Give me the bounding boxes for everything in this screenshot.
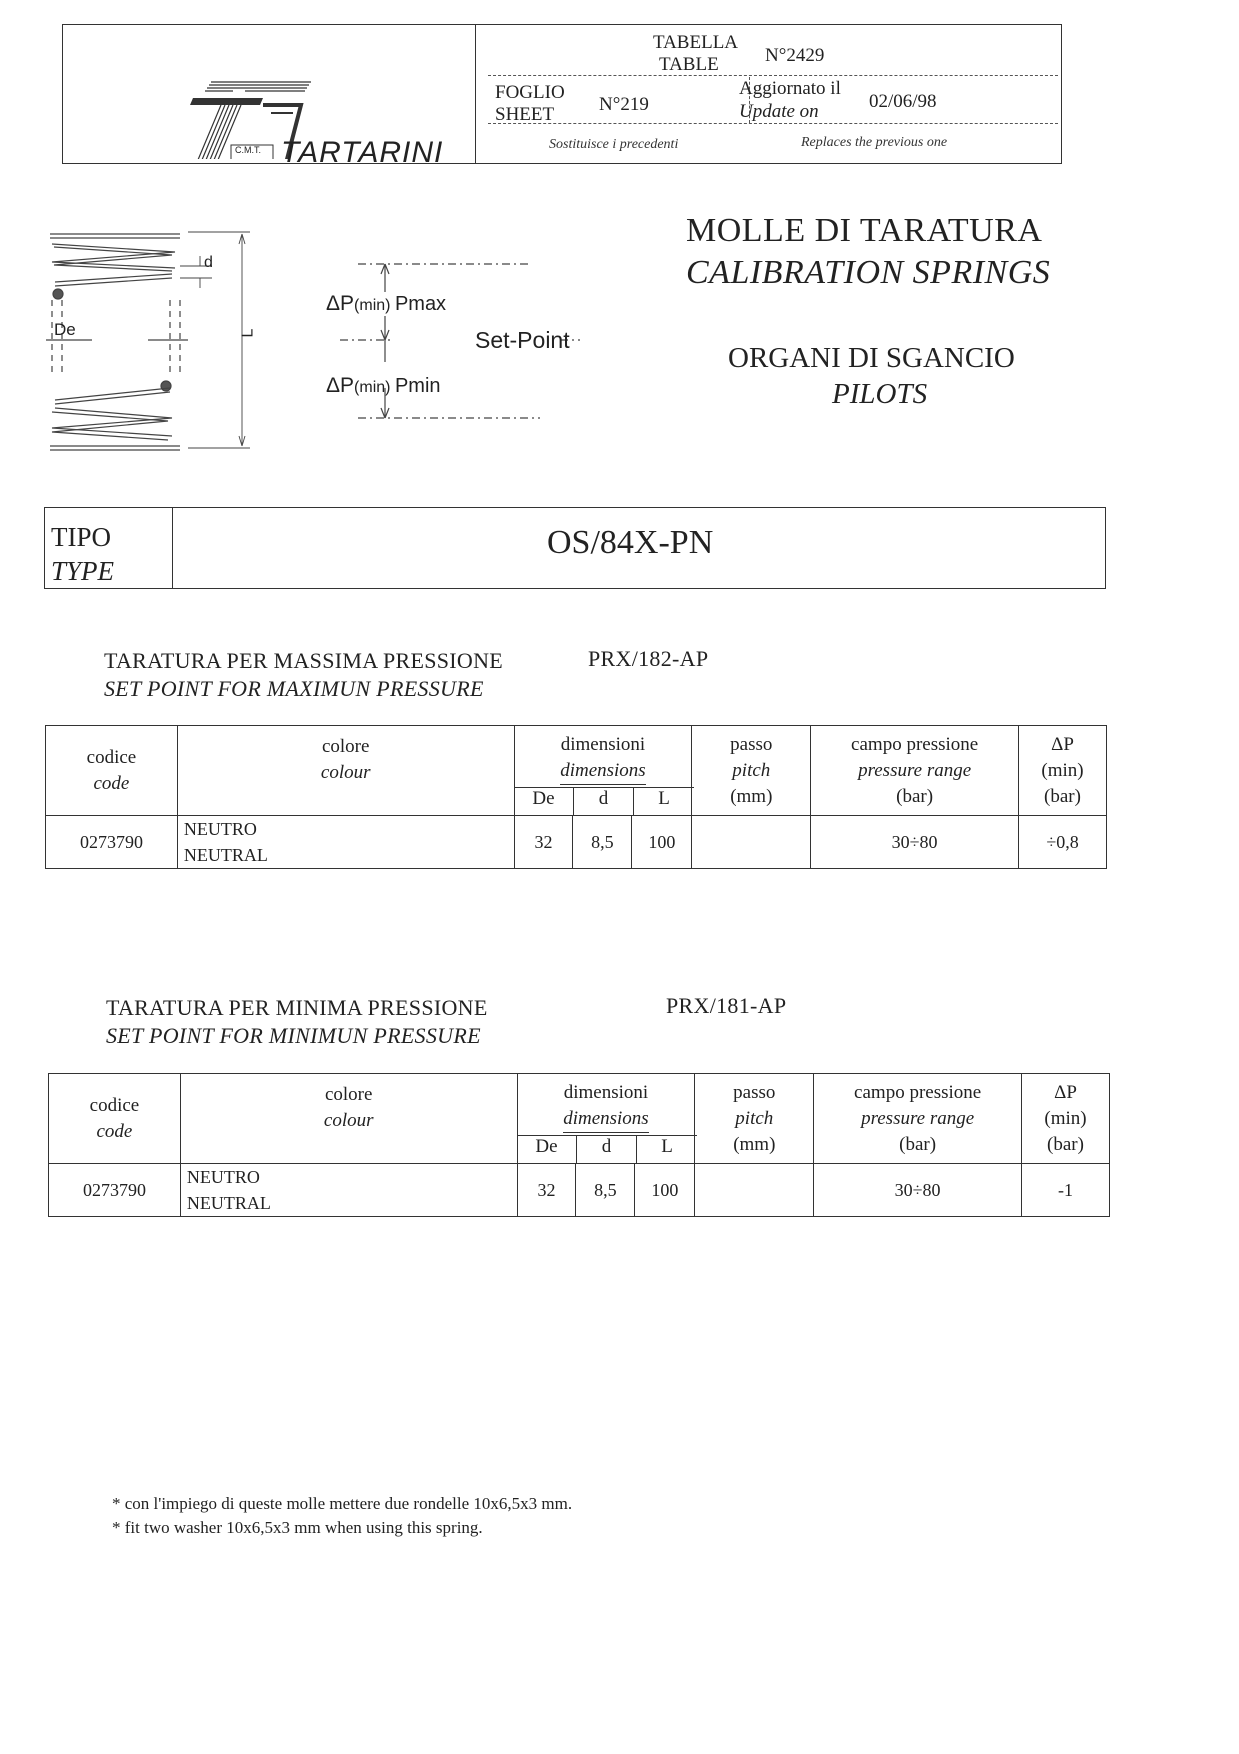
dp-min-label (326, 374, 441, 398)
replaces-it: Sostituisce i precedenti (549, 137, 679, 152)
dim-subheader-min (517, 1135, 697, 1164)
subheader-L: L (658, 788, 670, 809)
subheader-De: De (514, 788, 574, 816)
header-pitch: passo pitch (mm) (695, 1074, 814, 1164)
footnote-it: * con l'impiego di queste molle mettere due rondelle 10x6,5x3 mm. (112, 1494, 573, 1513)
cell-colour: NEUTRO NEUTRAL (177, 816, 514, 869)
logo-badge: C.M.T. (235, 145, 261, 155)
cell-De: 32 (514, 816, 573, 869)
cell-pitch (692, 816, 811, 869)
cell-L: 100 (635, 1164, 695, 1217)
subheader-d: d (574, 788, 634, 816)
sheet-number: N°219 (599, 94, 649, 115)
title-sub-en: PILOTS (832, 378, 928, 410)
cell-De: 32 (517, 1164, 576, 1217)
sheet-label-it: FOGLIO (495, 82, 565, 103)
table-label-en: TABLE (659, 54, 719, 75)
header-dp: ΔP (min) (bar) (1022, 1074, 1110, 1164)
section-2-title-it: TARATURA PER MINIMA PRESSIONE (106, 995, 488, 1020)
section-2-title-en: SET POINT FOR MINIMUN PRESSURE (106, 1023, 481, 1048)
cell-range: 30÷80 (811, 816, 1019, 869)
header-code: codice code (46, 726, 178, 816)
section-1-model: PRX/182-AP (588, 646, 709, 671)
dp-max-pmax: Pmax (394, 293, 447, 315)
table-label-it: TABELLA (653, 32, 739, 53)
header-colour: colore colour (180, 1074, 517, 1164)
cell-dp: -1 (1022, 1164, 1110, 1217)
header-dp: ΔP (min) (bar) (1019, 726, 1107, 816)
dp-min-min: (min) (354, 379, 391, 396)
document-header (62, 24, 1062, 169)
header-colour: colore colour (177, 726, 514, 816)
type-value: OS/84X-PN (547, 524, 714, 561)
type-box (44, 507, 1106, 589)
cell-L: 100 (632, 816, 692, 869)
diagram-label-d: d (204, 254, 213, 271)
updated-label-it: Aggiornato il (739, 78, 841, 99)
dp-min-pmin: Pmin (394, 375, 441, 397)
header-code: codice code (49, 1074, 181, 1164)
setpoint-label: Set-Point (475, 327, 570, 353)
cell-code: 0273790 (46, 816, 178, 869)
diagram-label-De: De (54, 320, 76, 339)
header-range: campo pressione pressure range (bar) (811, 726, 1019, 816)
dp-max-label (326, 292, 446, 316)
subheader-d: d (577, 1136, 637, 1164)
updated-label-en: Update on (739, 101, 819, 122)
section-2-model: PRX/181-AP (666, 993, 787, 1018)
header-range: campo pressione pressure range (bar) (814, 1074, 1022, 1164)
title-main-en: CALIBRATION SPRINGS (686, 254, 1051, 291)
brand-name: TARTARINI (281, 136, 444, 169)
cell-code: 0273790 (49, 1164, 181, 1217)
type-label-it: TIPO (51, 522, 111, 552)
cell-dp: ÷0,8 (1019, 816, 1107, 869)
title-sub-it: ORGANI DI SGANCIO (728, 342, 1015, 374)
type-label-en: TYPE (51, 556, 115, 586)
header-dimensions: dimensioni dimensions (517, 1074, 695, 1164)
table-number: N°2429 (765, 45, 825, 66)
replaces-en: Replaces the previous one (801, 135, 948, 150)
dp-max-delta: ΔP (326, 292, 355, 315)
dp-max-min: (min) (354, 297, 391, 314)
dim-subheader-max (514, 787, 694, 816)
title-main-it: MOLLE DI TARATURA (686, 212, 1043, 249)
cell-d: 8,5 (573, 816, 632, 869)
section-1-title-it: TARATURA PER MASSIMA PRESSIONE (104, 648, 504, 673)
dp-min-delta: ΔP (326, 374, 355, 397)
header-pitch: passo pitch (mm) (692, 726, 811, 816)
header-dimensions: dimensioni dimensions (514, 726, 692, 816)
cell-pitch (695, 1164, 814, 1217)
subheader-De: De (517, 1136, 577, 1164)
sheet-label-en: SHEET (495, 104, 555, 125)
footnote-en: * fit two washer 10x6,5x3 mm when using this spring. (112, 1518, 483, 1537)
cell-colour: NEUTRO NEUTRAL (180, 1164, 517, 1217)
cell-d: 8,5 (576, 1164, 635, 1217)
updated-date: 02/06/98 (869, 91, 937, 112)
subheader-L: L (661, 1136, 673, 1157)
section-1-title-en: SET POINT FOR MAXIMUN PRESSURE (104, 676, 484, 701)
diagram-label-L: L (239, 328, 257, 338)
cell-range: 30÷80 (814, 1164, 1022, 1217)
